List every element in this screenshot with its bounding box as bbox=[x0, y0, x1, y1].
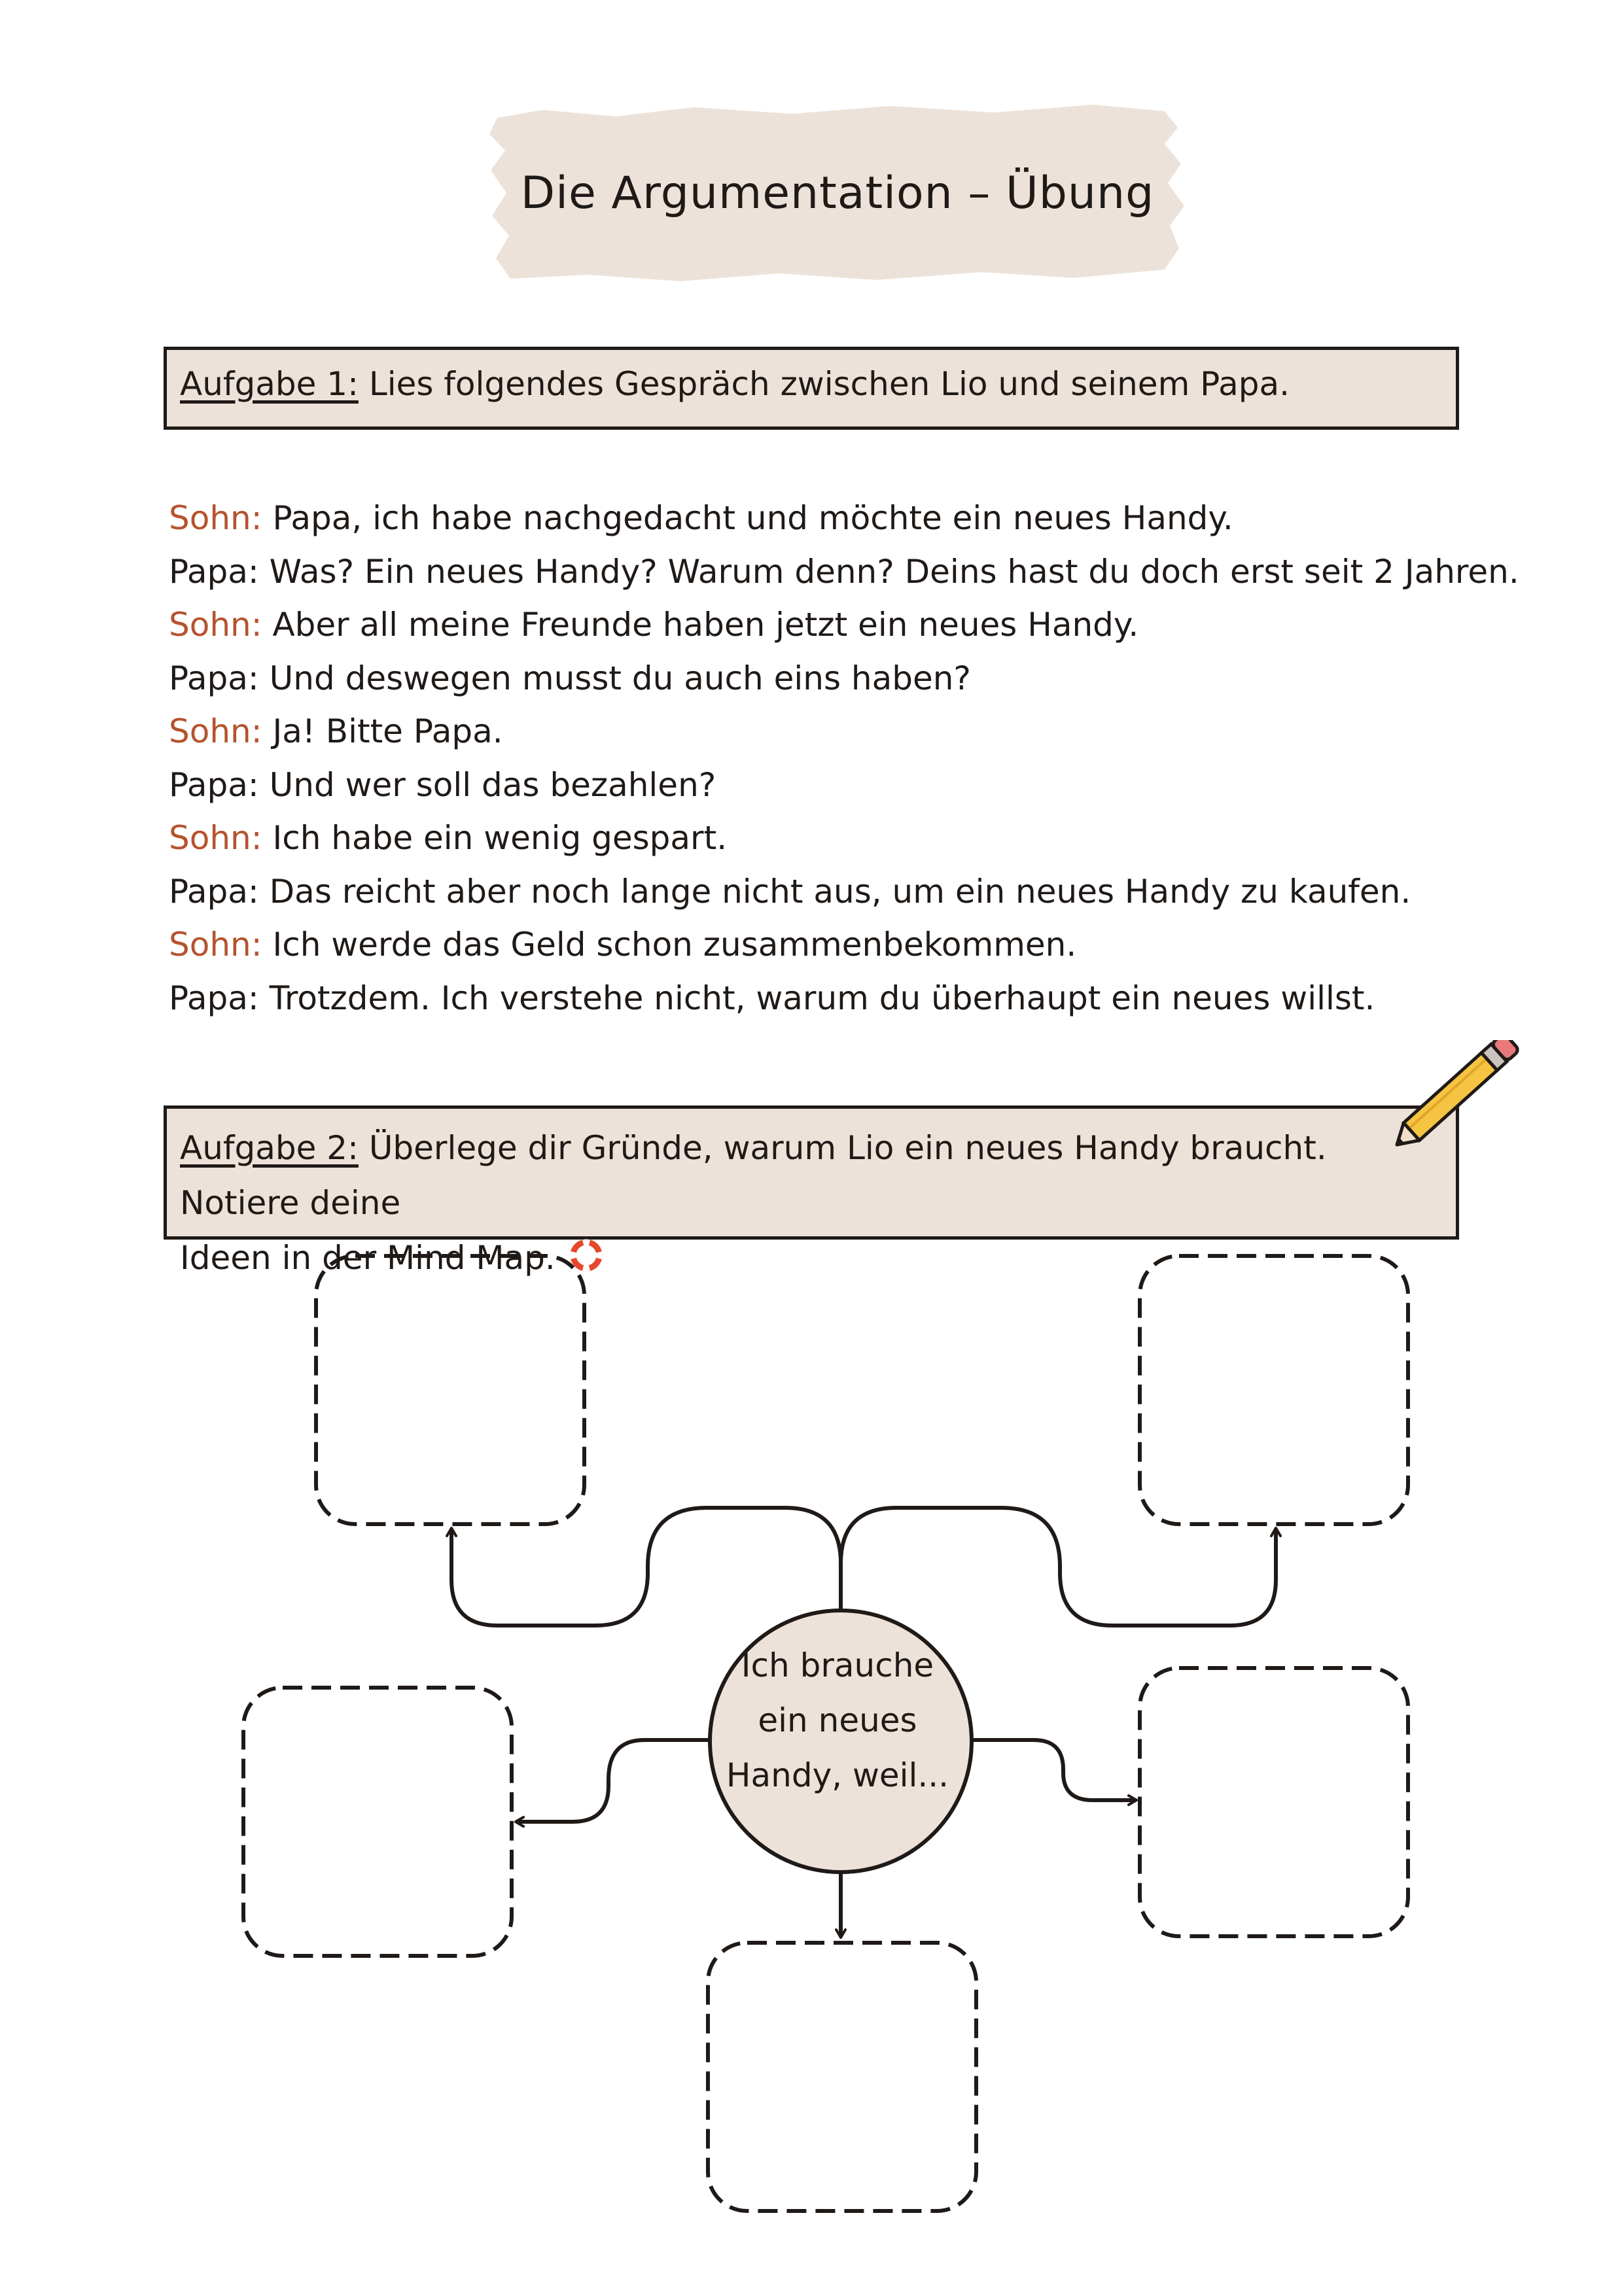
dialog-text: Papa, ich habe nachgedacht und möchte ein neues Handy. bbox=[262, 499, 1233, 537]
center-line-3: Handy, weil... bbox=[726, 1756, 949, 1794]
speaker-label: Sohn: bbox=[169, 926, 262, 964]
speaker-label: Papa: bbox=[169, 552, 259, 591]
task-2-text: Überlege dir Gründe, warum Lio ein neues Handy braucht. Notiere deine bbox=[180, 1129, 1327, 1222]
answer-box-bottom[interactable] bbox=[708, 1943, 976, 2211]
task-2-label: Aufgabe 2: bbox=[180, 1129, 359, 1167]
center-line-2: ein neues bbox=[758, 1701, 917, 1739]
page-title: Die Argumentation – Übung bbox=[520, 167, 1155, 219]
task-1-label: Aufgabe 1: bbox=[180, 365, 359, 403]
dialog-text: Und deswegen musst du auch eins haben? bbox=[258, 659, 971, 697]
connector-top-right bbox=[841, 1508, 1276, 1626]
speaker-label: Sohn: bbox=[169, 499, 262, 537]
answer-box-top-left[interactable] bbox=[316, 1256, 584, 1524]
answer-box-middle-left[interactable] bbox=[243, 1688, 512, 1956]
speaker-label: Papa: bbox=[169, 659, 259, 697]
center-line-1: Ich brauche bbox=[741, 1646, 934, 1684]
dialog-text: Aber all meine Freunde haben jetzt ein neues Handy. bbox=[262, 606, 1139, 644]
connector-middle-right bbox=[971, 1740, 1135, 1800]
speaker-label: Sohn: bbox=[169, 712, 262, 750]
dialog-text: Ich habe ein wenig gespart. bbox=[262, 819, 728, 857]
connector-middle-left bbox=[517, 1740, 711, 1822]
speaker-label: Papa: bbox=[169, 872, 259, 911]
center-node-label bbox=[707, 1635, 968, 1805]
speaker-label: Papa: bbox=[169, 979, 259, 1017]
task-2-text-2: Ideen in der Mind Map. bbox=[180, 1239, 555, 1277]
speaker-label: Papa: bbox=[169, 765, 259, 804]
speaker-label: Sohn: bbox=[169, 819, 262, 857]
answer-box-top-right[interactable] bbox=[1140, 1256, 1408, 1524]
dialog-text: Ich werde das Geld schon zusammenbekommen. bbox=[262, 926, 1077, 964]
dialog-text: Das reicht aber noch lange nicht aus, um ein neues Handy zu kaufen. bbox=[258, 872, 1411, 911]
task-1-text: Lies folgendes Gespräch zwischen Lio und seinem Papa. bbox=[358, 365, 1290, 403]
answer-box-middle-right[interactable] bbox=[1140, 1668, 1408, 1936]
dialog-text: Was? Ein neues Handy? Warum denn? Deins hast du doch erst seit 2 Jahren. bbox=[258, 552, 1519, 591]
dialog-text: Und wer soll das bezahlen? bbox=[258, 765, 716, 804]
dialog-text: Trotzdem. Ich verstehe nicht, warum du überhaupt ein neues willst. bbox=[258, 979, 1375, 1017]
dialog-text: Ja! Bitte Papa. bbox=[262, 712, 503, 750]
speaker-label: Sohn: bbox=[169, 606, 262, 644]
